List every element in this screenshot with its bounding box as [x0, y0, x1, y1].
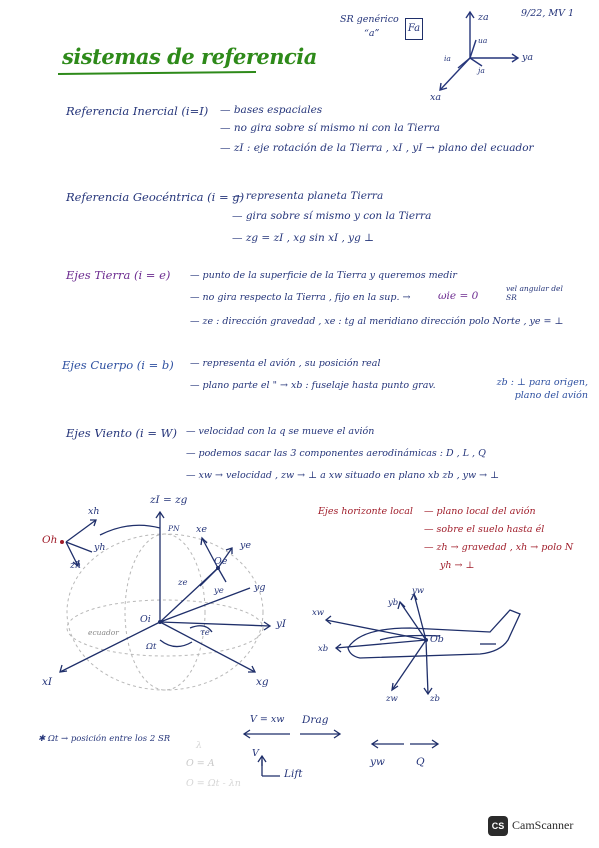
force-yw: yw [370, 756, 385, 768]
force-drag: Drag [302, 714, 329, 726]
frame-box: Fa [405, 18, 423, 40]
section-inercial-line: — bases espaciales [220, 104, 323, 116]
faint-note: O = A [186, 758, 215, 769]
local-horizon-line: — zh → gravedad , xh → polo N [424, 542, 574, 553]
axis-xb: xb [318, 644, 329, 654]
force-lift: Lift [284, 768, 303, 780]
axis-ze: ze [178, 578, 188, 588]
faint-note: O = Ωt - λn [186, 778, 241, 789]
section-geocentrica-line: — zg = zI , xg sin xI , yg ⊥ [232, 232, 375, 244]
unit-vector-i: ia [444, 54, 451, 63]
date-label: 9/22, MV 1 [521, 8, 575, 19]
local-horizon-heading: Ejes horizonte local [318, 506, 413, 517]
axis-yh: yh [94, 542, 106, 553]
section-tierra-line: — punto de la superficie de la Tierra y queremos medir [190, 270, 457, 281]
unit-vector-j: ja [478, 66, 485, 75]
camscanner-watermark: CamScanner [512, 818, 574, 832]
axis-yi: yI [276, 618, 287, 630]
sr-generic-label: SR genérico [340, 14, 399, 25]
origin-oe: Oe [214, 556, 228, 567]
local-horizon-line: yh → ⊥ [440, 560, 475, 571]
sr-generic-sub: “a” [364, 28, 380, 39]
north-pole-label: PN [168, 524, 180, 533]
footnote: ✱ Ωt → posición entre los 2 SR [38, 734, 171, 744]
omega-ie-label: ωie = 0 [438, 290, 479, 302]
section-viento-line: — xw → velocidad , zw → ⊥ a xw situado en plano xb zb , yw → ⊥ [186, 470, 500, 481]
section-viento-line: — velocidad con la q se mueve el avión [186, 426, 375, 437]
axis-xi: xI [42, 676, 53, 688]
axis-ya: ya [522, 52, 534, 63]
axis-xw: xw [312, 608, 325, 618]
section-geocentrica-heading: Referencia Geocéntrica (i = g) [66, 190, 245, 204]
section-geocentrica-line: — gira sobre sí mismo y con la Tierra [232, 210, 432, 222]
axis-zi-zg: zI = zg [150, 494, 188, 506]
section-viento-line: — podemos sacar las 3 componentes aerodinámicas : D , L , Q [186, 448, 486, 459]
angle-ot: Ωt [146, 642, 157, 652]
origin-oh: Oh [42, 534, 58, 546]
axis-zh: zh [70, 560, 82, 571]
axis-xa: xa [430, 92, 442, 103]
faint-note: λ [196, 740, 203, 751]
axis-za: za [478, 12, 489, 23]
section-cuerpo-note: zb : ⊥ para origen, plano del avión [496, 377, 588, 401]
origin-oi: Oi [140, 614, 151, 625]
axis-ye-small: ye [214, 586, 224, 596]
section-inercial-line: — no gira sobre sí mismo ni con la Tierra [220, 122, 440, 134]
section-geocentrica-line: — representa planeta Tierra [232, 190, 384, 202]
axis-xg: xg [256, 676, 269, 688]
axis-zw: zw [386, 694, 398, 704]
section-viento-heading: Ejes Viento (i = W) [66, 426, 177, 440]
force-q: Q [416, 756, 425, 768]
axis-yg: yg [254, 582, 266, 593]
equator-label: ecuador [88, 628, 119, 637]
origin-ob: Ob [430, 634, 444, 645]
section-cuerpo-heading: Ejes Cuerpo (i = b) [62, 358, 174, 372]
local-horizon-line: — sobre el suelo hasta él [424, 524, 545, 535]
section-tierra-heading: Ejes Tierra (i = e) [66, 268, 171, 282]
section-inercial-heading: Referencia Inercial (i=I) [66, 104, 209, 118]
section-tierra-line: — no gira respecto la Tierra , fijo en la sup. → [190, 292, 411, 303]
page-title: sistemas de referencia [62, 44, 317, 69]
axis-xe: xe [196, 524, 207, 535]
axis-yb: yb [388, 598, 399, 608]
section-cuerpo-line: — representa el avión , su posición real [190, 358, 381, 369]
axis-xh: xh [88, 506, 100, 517]
axis-yw: yw [412, 586, 425, 596]
section-cuerpo-line: — plano parte el " → xb : fuselaje hasta punto grav. [190, 380, 436, 391]
axis-ye: ye [240, 540, 251, 551]
angular-velocity-note: vel angular del SR [506, 284, 563, 302]
force-v-xw: V = xw [250, 714, 285, 725]
axis-zb: zb [430, 694, 440, 704]
section-inercial-line: — zI : eje rotación de la Tierra , xI , yI → plano del ecuador [220, 142, 534, 154]
unit-vector-k: ua [478, 36, 488, 45]
camscanner-logo: CS [488, 816, 508, 836]
local-horizon-line: — plano local del avión [424, 506, 536, 517]
section-tierra-line: — ze : dirección gravedad , xe : tg al meridiano dirección polo Norte , ye = ⊥ [190, 316, 564, 327]
force-v: V [252, 748, 259, 759]
angle-te: τe [200, 628, 210, 638]
